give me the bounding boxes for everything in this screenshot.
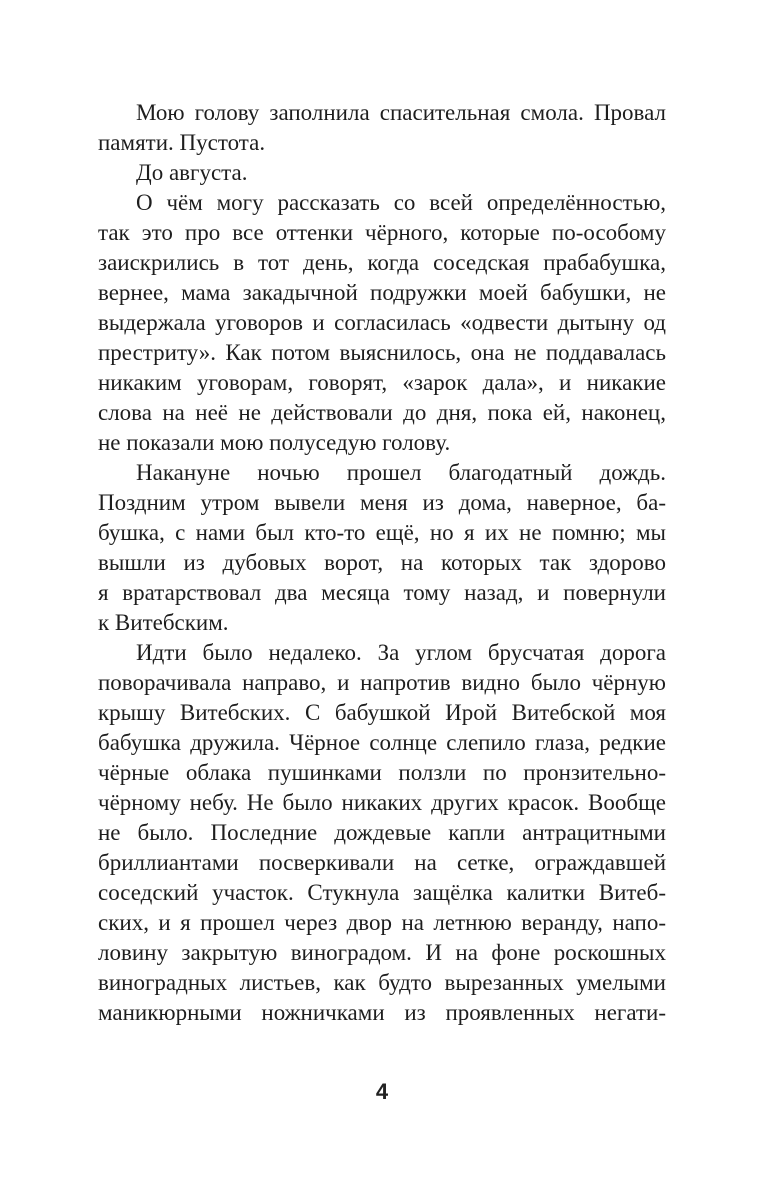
text-line: бриллиантами посверкивали на сетке, ограждавшей bbox=[98, 850, 666, 875]
text-line: Накануне ночью прошел благодатный дождь. bbox=[136, 460, 666, 485]
text-line: не было. Последние дождевые капли антрацитными bbox=[98, 820, 666, 845]
text-line: О чём могу рассказать со всей определённостью, bbox=[136, 190, 666, 215]
text-line: вернее, мама закадычной подружки моей бабушки, не bbox=[98, 280, 666, 305]
paragraph bbox=[98, 638, 666, 1028]
text-line: памяти. Пустота. bbox=[98, 130, 266, 155]
paragraph bbox=[98, 158, 666, 188]
page-number: 4 bbox=[375, 1079, 389, 1104]
paragraph bbox=[98, 98, 666, 158]
text-line: бушка, с нами был кто-то ещё, но я их не помню; мы bbox=[98, 520, 666, 545]
text-line: До августа. bbox=[136, 160, 248, 185]
text-line: соседский участок. Стукнула защёлка калитки Витеб- bbox=[98, 880, 666, 905]
text-line: поворачивала направо, и напротив видно было чёрную bbox=[98, 670, 666, 695]
paragraph bbox=[98, 458, 666, 638]
text-line: чёрные облака пушинками ползли по пронзительно- bbox=[98, 760, 666, 785]
text-line: Поздним утром вывели меня из дома, наверное, ба- bbox=[98, 490, 666, 515]
text-line: слова на неё не действовали до дня, пока ей, наконец, bbox=[98, 400, 666, 425]
text-line: ловину закрытую виноградом. И на фоне роскошных bbox=[98, 940, 666, 965]
text-line: престриту». Как потом выяснилось, она не поддавалась bbox=[98, 340, 666, 365]
text-line: не показали мою полуседую голову. bbox=[98, 430, 451, 455]
text-line: маникюрными ножничками из проявленных негати- bbox=[98, 1000, 666, 1025]
text-line: так это про все оттенки чёрного, которые по-особому bbox=[98, 220, 666, 245]
text-line: ских, и я прошел через двор на летнюю веранду, напо- bbox=[98, 910, 666, 935]
text-line: к Витебским. bbox=[98, 610, 229, 635]
text-line: Мою голову заполнила спасительная смола. Провал bbox=[136, 100, 666, 125]
text-line: бабушка дружила. Чёрное солнце слепило глаза, редкие bbox=[98, 730, 666, 755]
text-line: заискрились в тот день, когда соседская прабабушка, bbox=[98, 250, 666, 275]
paragraph bbox=[98, 188, 666, 458]
text-line: я вратарствовал два месяца тому назад, и повернули bbox=[98, 580, 666, 605]
text-line: крышу Витебских. С бабушкой Ирой Витебской моя bbox=[98, 700, 666, 725]
text-line: никаким уговорам, говорят, «зарок дала», и никакие bbox=[98, 370, 666, 395]
text-line: выдержала уговоров и согласилась «одвести дытыну од bbox=[98, 310, 666, 335]
body-text bbox=[98, 98, 666, 1028]
text-line: чёрному небу. Не было никаких других красок. Вообще bbox=[98, 790, 666, 815]
text-line: виноградных листьев, как будто вырезанных умелыми bbox=[98, 970, 666, 995]
text-line: Идти было недалеко. За углом брусчатая дорога bbox=[136, 640, 666, 665]
text-line: вышли из дубовых ворот, на которых так здорово bbox=[98, 550, 666, 575]
